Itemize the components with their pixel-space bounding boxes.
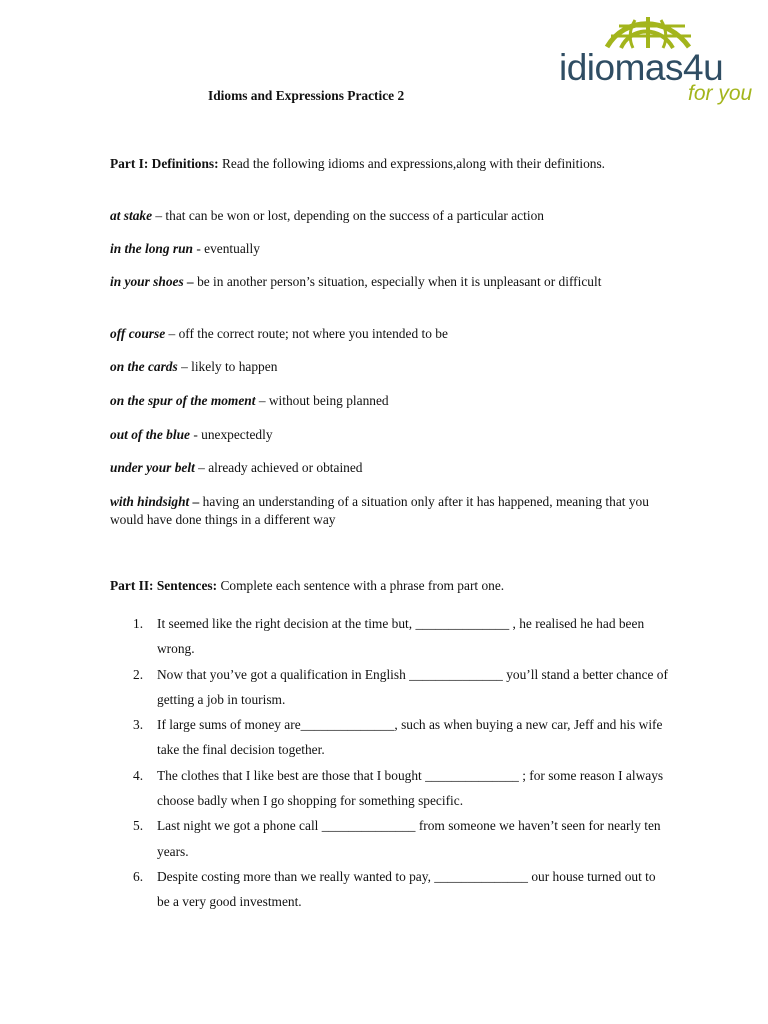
exercise-text: Now that you’ve got a qualification in English ______________ you’ll stand a better chance of getting a job in tourism. <box>157 666 668 707</box>
exercise-item <box>110 813 670 864</box>
idiom-term: with hindsight – <box>110 494 200 509</box>
definition-item <box>110 493 650 528</box>
idiom-definition: – without being planned <box>255 393 389 408</box>
idiom-definition: – likely to happen <box>177 359 278 374</box>
idiom-definition: having an understanding of a situation only after it has happened, meaning that you would have done things in a different way <box>110 494 649 527</box>
definition-item <box>110 392 650 410</box>
idiom-definition: - eventually <box>193 241 260 256</box>
idiom-term: off course <box>110 326 166 341</box>
exercise-text: Despite costing more than we really wanted to pay, ______________ our house turned out to be a very good investment. <box>157 868 656 910</box>
exercise-text: It seemed like the right decision at the time but, ______________ , he realised he had been wrong. <box>157 616 645 657</box>
exercise-text: Last night we got a phone call ______________ from someone we haven’t seen for nearly ten years. <box>157 818 661 859</box>
idiom-definition: be in another person’s situation, especially when it is unpleasant or difficult <box>193 274 602 289</box>
idiom-term: at stake <box>110 208 153 223</box>
exercise-number: 1. <box>133 616 144 631</box>
idiom-term: under your belt <box>110 460 195 475</box>
document-title: Idioms and Expressions Practice 2 <box>208 88 405 103</box>
idiomas4u-logo <box>557 14 753 110</box>
part2-intro <box>110 577 650 595</box>
idiom-definition: - unexpectedly <box>189 427 273 442</box>
exercise-number: 2. <box>133 666 144 682</box>
idiom-definition: – already achieved or obtained <box>194 460 363 475</box>
exercise-text: The clothes that I like best are those that I bought ______________ ; for some reason I always choose badly when I go shopping for something specific. <box>157 767 664 809</box>
part1-intro <box>110 155 650 173</box>
exercise-list <box>110 611 670 915</box>
part2-heading: Part II: Sentences: <box>110 578 218 593</box>
idiom-definition: – off the correct route; not where you intended to be <box>165 326 448 341</box>
part2-instruction: Complete each sentence with a phrase from part one. <box>217 578 505 593</box>
part1-heading: Part I: Definitions: <box>110 156 219 171</box>
idiom-definition: – that can be won or lost, depending on the success of a particular action <box>152 208 544 223</box>
exercise-number: 6. <box>133 868 144 884</box>
definition-item <box>110 459 650 477</box>
idiom-term: in your shoes – <box>110 274 194 289</box>
idiom-term: out of the blue <box>110 427 190 442</box>
definition-item <box>110 358 650 376</box>
exercise-item <box>110 712 670 763</box>
exercise-number: 3. <box>133 717 144 733</box>
exercise-item <box>110 662 670 713</box>
idiom-term: on the spur of the moment <box>110 393 256 408</box>
exercise-item <box>110 611 670 662</box>
idiom-term: on the cards <box>110 359 178 374</box>
definition-item <box>110 207 650 225</box>
exercise-number: 4. <box>133 767 144 783</box>
definition-item <box>110 325 650 343</box>
idiom-term: in the long run <box>110 241 193 256</box>
part1-instruction: Read the following idioms and expressions,along with their definitions. <box>218 156 606 171</box>
definition-item <box>110 273 650 291</box>
exercise-number: 5. <box>133 818 144 834</box>
logo-tagline: for you <box>688 82 753 105</box>
definition-item <box>110 240 650 258</box>
logo-wordmark: idiomas4u <box>559 47 724 88</box>
exercise-item <box>110 763 670 814</box>
exercise-item <box>110 864 670 915</box>
exercise-text: If large sums of money are______________, such as when buying a new car, Jeff and his wife take the final decision together. <box>157 717 663 758</box>
definition-item <box>110 426 650 444</box>
